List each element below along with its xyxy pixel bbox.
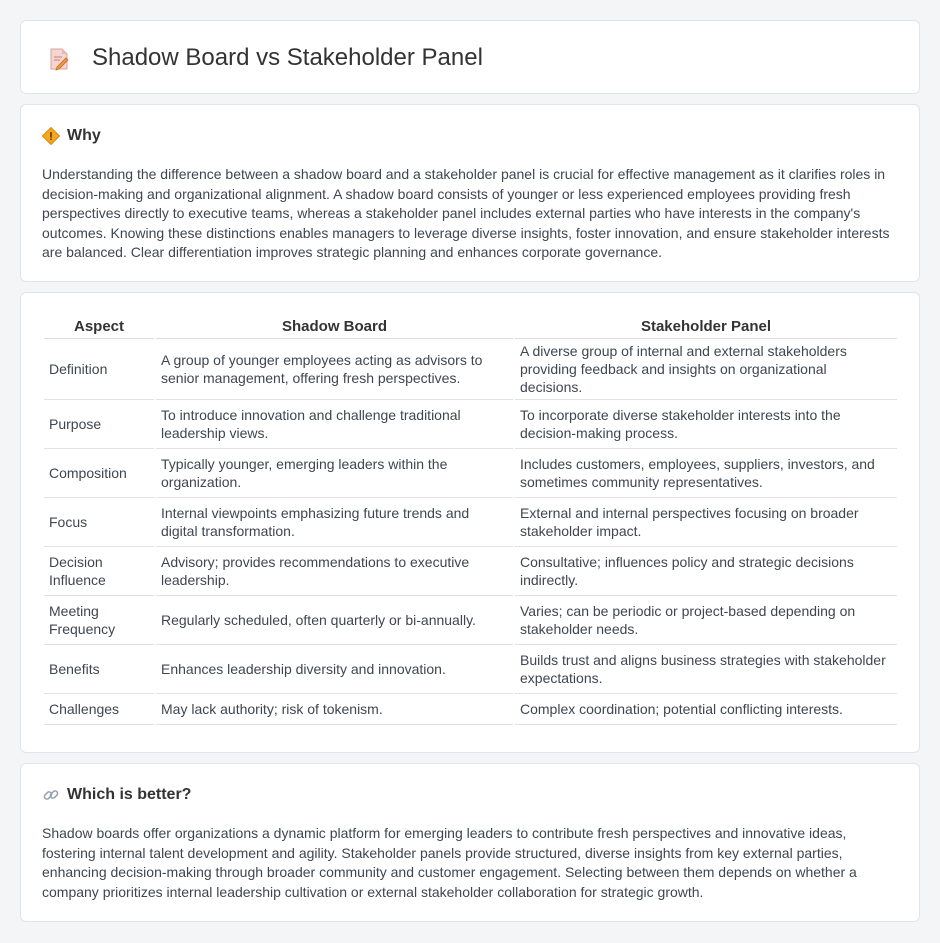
shadow-board-cell: A group of younger employees acting as advisors to senior management, offering fresh perspectives. [156, 339, 513, 400]
shadow-board-cell: Internal viewpoints emphasizing future trends and digital transformation. [156, 498, 513, 547]
document-edit-icon [47, 47, 71, 71]
page-title: Shadow Board vs Stakeholder Panel [92, 44, 483, 71]
table-row [44, 400, 897, 449]
better-text: Shadow boards offer organizations a dynamic platform for emerging leaders to contribute fresh perspectives and innovative ideas, fostering internal talent development and agility. Stakeholder panels provide structured, diverse insights from key external parties, enhancing decision-making through broader community and customer engagement. Selecting between them depends on whether a company prioritizes internal leadership cultivation or external stakeholder collaboration for strategic growth. [42, 825, 857, 900]
aspect-cell: Decision Influence [44, 547, 154, 596]
aspect-cell: Composition [44, 449, 154, 498]
aspect-cell: Definition [44, 339, 154, 400]
stakeholder-panel-cell: A diverse group of internal and external stakeholders providing feedback and insights on organizational decisions. [515, 339, 897, 400]
better-heading-row [42, 786, 191, 804]
stakeholder-panel-cell: Includes customers, employees, suppliers, investors, and sometimes community representatives. [515, 449, 897, 498]
why-text: Understanding the difference between a shadow board and a stakeholder panel is crucial for effective management as it clarifies roles in decision-making and organizational alignment. A shadow board consists of younger or less experienced employees providing fresh perspectives directly to executive teams, whereas a stakeholder panel includes external parties who have interests in the company's outcomes. Knowing these distinctions enables managers to leverage diverse insights, foster innovation, and ensure stakeholder interests are balanced. Clear differentiation improves strategic planning and enhances corporate governance. [42, 166, 890, 260]
diamond-warning-icon [42, 127, 60, 145]
which-is-better-section [20, 763, 920, 922]
link-icon [42, 786, 60, 804]
table-row [44, 547, 897, 596]
aspect-cell: Focus [44, 498, 154, 547]
shadow-board-cell: May lack authority; risk of tokenism. [156, 694, 513, 725]
table-row [44, 645, 897, 694]
table-row [44, 449, 897, 498]
stakeholder-panel-cell: Builds trust and aligns business strategies with stakeholder expectations. [515, 645, 897, 694]
header-card [20, 20, 920, 94]
better-heading: Which is better? [67, 786, 192, 803]
table-row [44, 596, 897, 645]
comparison-table-card [20, 292, 920, 753]
shadow-board-cell: Regularly scheduled, often quarterly or bi-annually. [156, 596, 513, 645]
shadow-board-cell: Typically younger, emerging leaders within the organization. [156, 449, 513, 498]
table-header-row [44, 312, 897, 339]
stakeholder-panel-cell: Varies; can be periodic or project-based depending on stakeholder needs. [515, 596, 897, 645]
table-row [44, 694, 897, 725]
aspect-cell: Challenges [44, 694, 154, 725]
column-header-shadow-board: Shadow Board [156, 312, 513, 339]
stakeholder-panel-cell: Complex coordination; potential conflicting interests. [515, 694, 897, 725]
stakeholder-panel-cell: To incorporate diverse stakeholder interests into the decision-making process. [515, 400, 897, 449]
comparison-table [42, 312, 899, 725]
stakeholder-panel-cell: Consultative; influences policy and strategic decisions indirectly. [515, 547, 897, 596]
why-heading: Why [67, 127, 101, 144]
shadow-board-cell: To introduce innovation and challenge traditional leadership views. [156, 400, 513, 449]
why-section [20, 104, 920, 282]
shadow-board-cell: Advisory; provides recommendations to executive leadership. [156, 547, 513, 596]
aspect-cell: Purpose [44, 400, 154, 449]
stakeholder-panel-cell: External and internal perspectives focusing on broader stakeholder impact. [515, 498, 897, 547]
aspect-cell: Meeting Frequency [44, 596, 154, 645]
shadow-board-cell: Enhances leadership diversity and innovation. [156, 645, 513, 694]
aspect-cell: Benefits [44, 645, 154, 694]
table-row [44, 339, 897, 400]
column-header-stakeholder-panel: Stakeholder Panel [515, 312, 897, 339]
column-header-aspect: Aspect [44, 312, 154, 339]
why-heading-row [42, 127, 101, 145]
table-row [44, 498, 897, 547]
